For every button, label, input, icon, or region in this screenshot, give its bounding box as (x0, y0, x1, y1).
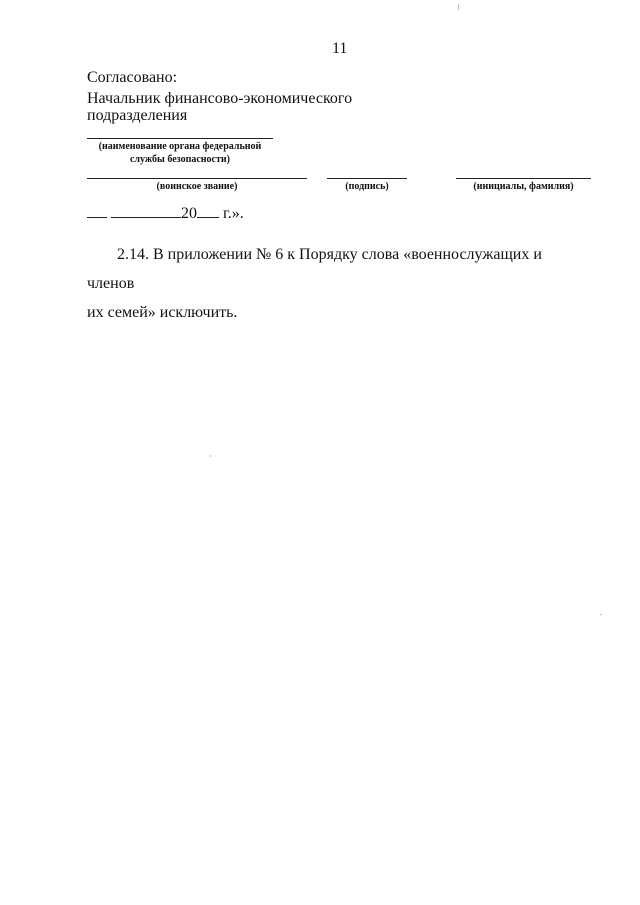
name-line (456, 178, 591, 179)
day-blank (87, 203, 107, 218)
position-title-line-2: подразделения (87, 107, 188, 124)
agreed-heading: Согласовано: (87, 69, 178, 86)
page-number: 11 (332, 40, 348, 57)
signature-caption: (подпись) (345, 181, 389, 192)
paragraph-line-2: их семей» исключить. (87, 304, 238, 321)
date-line (87, 203, 244, 223)
org-caption-line-1: (наименование органа федеральной (98, 141, 262, 152)
amendment-paragraph (87, 240, 587, 327)
month-blank (111, 203, 181, 218)
signature-line (327, 178, 407, 179)
scan-speck (210, 455, 211, 457)
org-name-line (87, 138, 273, 139)
scan-speck (458, 4, 459, 10)
year-blank (197, 203, 219, 218)
org-name-caption (87, 140, 273, 166)
date-suffix: г.». (223, 205, 244, 222)
rank-caption: (воинское звание) (156, 181, 238, 192)
scan-speck (600, 614, 602, 615)
paragraph-line-1 (87, 240, 587, 298)
position-title-line-1: Начальник финансово-экономического (87, 90, 353, 107)
org-caption-line-2: службы безопасности) (129, 154, 230, 165)
year-prefix: 20 (181, 205, 197, 222)
paragraph-text-1: 2.14. В приложении № 6 к Порядку слова «военнослужащих и членов (87, 246, 542, 292)
name-caption: (инициалы, фамилия) (473, 181, 574, 192)
rank-line (87, 178, 307, 179)
